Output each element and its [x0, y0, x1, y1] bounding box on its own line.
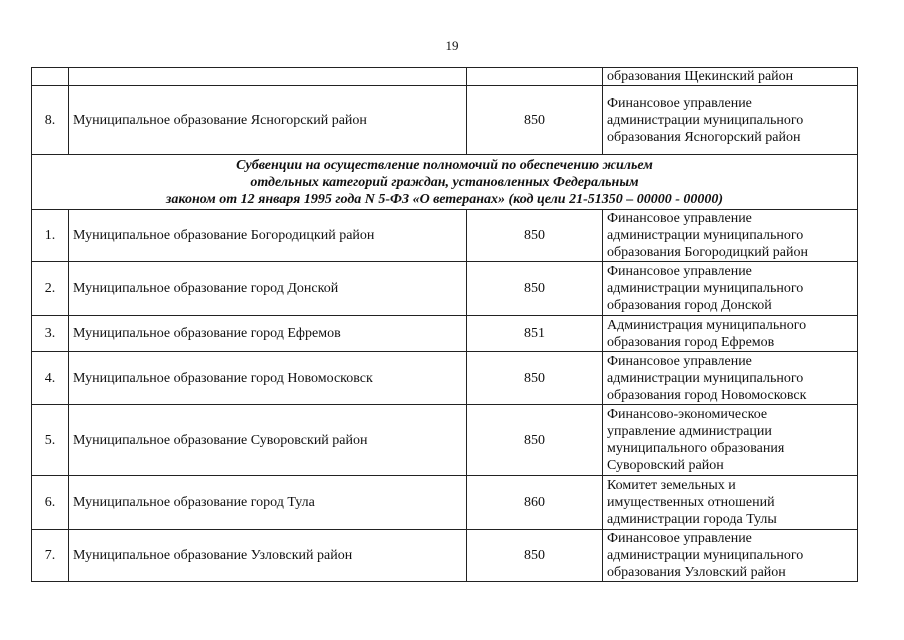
administrator-line: муниципального образования [607, 441, 785, 456]
administrator [603, 352, 858, 405]
administrator [603, 476, 858, 530]
code: 850 [467, 530, 603, 582]
row-number: 1. [32, 210, 69, 262]
table-row [32, 210, 858, 262]
table-row [32, 316, 858, 352]
municipality-name: Муниципальное образование Узловский район [69, 530, 467, 582]
section-title-line: отдельных категорий граждан, установленных Федеральным [250, 174, 639, 190]
municipality-name: Муниципальное образование Богородицкий район [69, 210, 467, 262]
subsidies-table [31, 67, 858, 582]
table-row [32, 530, 858, 582]
administrator-line: Финансово-экономическое [607, 407, 768, 422]
municipality-name: Муниципальное образование город Новомосковск [69, 352, 467, 405]
code: 851 [467, 316, 603, 352]
row-number [32, 68, 69, 86]
code: 850 [467, 405, 603, 476]
administrator-line: Суворовский район [607, 458, 724, 473]
administrator-line: Администрация муниципального [607, 317, 807, 333]
row-number: 2. [32, 262, 69, 316]
municipality-name: Муниципальное образование город Тула [69, 476, 467, 530]
administrator-line: Финансовое управление [607, 95, 752, 111]
administrator-line: администрации муниципального [607, 228, 804, 243]
administrator [603, 86, 858, 155]
administrator [603, 262, 858, 316]
row-number: 6. [32, 476, 69, 530]
administrator-line: администрации муниципального [607, 112, 804, 128]
administrator-line: администрации города Тулы [607, 512, 777, 527]
table-row [32, 352, 858, 405]
row-number: 7. [32, 530, 69, 582]
code [467, 68, 603, 86]
administrator-line: управление администрации [607, 424, 772, 439]
table-row [32, 68, 858, 86]
administrator-line: образования Богородицкий район [607, 245, 808, 260]
administrator-line: Финансовое управление [607, 211, 752, 226]
code: 850 [467, 352, 603, 405]
section-title-line: законом от 12 января 1995 года N 5-ФЗ «О ветеранах» (код цели 21-51350 – 00000 - 00000) [165, 191, 724, 207]
administrator-line: Финансовое управление [607, 531, 752, 546]
administrator [603, 316, 858, 352]
section-title [32, 155, 858, 210]
administrator-line: образования город Ефремов [607, 334, 775, 350]
table-row [32, 86, 858, 155]
administrator-line: образования Ясногорский район [607, 129, 801, 145]
administrator-line: образования город Новомосковск [607, 387, 807, 403]
administrator-line: Финансовое управление [607, 264, 752, 279]
municipality-name: Муниципальное образование город Ефремов [69, 316, 467, 352]
administrator [603, 210, 858, 262]
code: 850 [467, 86, 603, 155]
section-header-row [32, 155, 858, 210]
row-number: 4. [32, 352, 69, 405]
municipality-name: Муниципальное образование Суворовский район [69, 405, 467, 476]
municipality-name: Муниципальное образование Ясногорский район [69, 86, 467, 155]
page-number: 19 [445, 38, 459, 53]
row-number: 3. [32, 316, 69, 352]
administrator-line: Финансовое управление [607, 353, 752, 369]
administrator-line: администрации муниципального [607, 370, 804, 386]
administrator-line: Комитет земельных и [607, 478, 736, 493]
administrator [603, 405, 858, 476]
municipality-name: Муниципальное образование город Донской [69, 262, 467, 316]
administrator-line: администрации муниципального [607, 281, 804, 296]
table-row [32, 476, 858, 530]
code: 860 [467, 476, 603, 530]
municipality-name [69, 68, 467, 86]
code: 850 [467, 262, 603, 316]
administrator-line: образования город Донской [607, 298, 772, 313]
table-row [32, 405, 858, 476]
administrator-line: образования Узловский район [607, 565, 786, 580]
administrator-line: образования Щекинский район [607, 69, 794, 84]
administrator-line: имущественных отношений [607, 495, 775, 510]
administrator [603, 68, 858, 86]
section-title-line: Субвенции на осуществление полномочий по обеспечению жильем [236, 157, 653, 173]
code: 850 [467, 210, 603, 262]
row-number: 5. [32, 405, 69, 476]
row-number: 8. [32, 86, 69, 155]
table-row [32, 262, 858, 316]
administrator-line: администрации муниципального [607, 548, 804, 563]
administrator [603, 530, 858, 582]
